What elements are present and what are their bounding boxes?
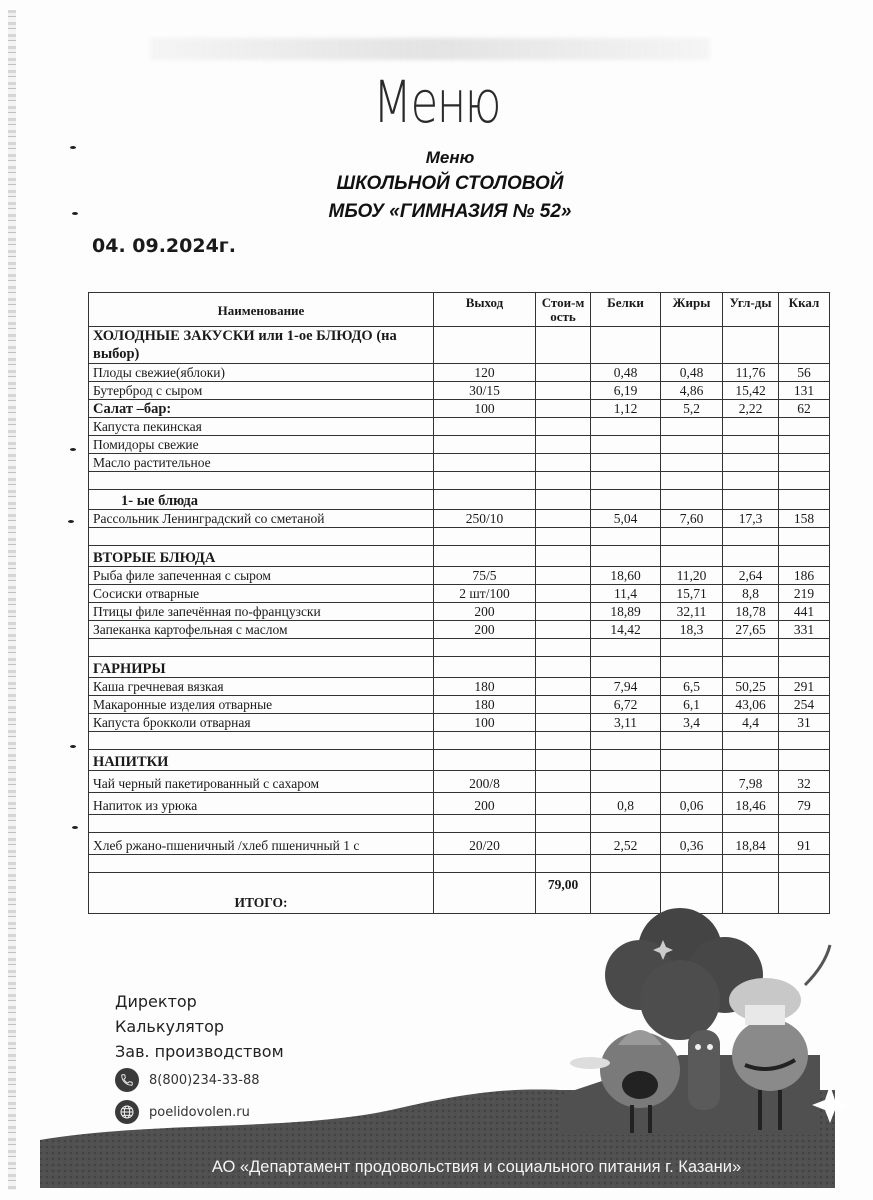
cell-cost [536, 585, 591, 603]
cell-kcal: 291 [779, 678, 830, 696]
empty-cell [661, 732, 723, 750]
cell-kcal: 254 [779, 696, 830, 714]
empty-cell [723, 657, 779, 678]
cell-protein: 18,89 [591, 603, 661, 621]
section-title: НАПИТКИ [89, 750, 434, 771]
empty-cell [661, 639, 723, 657]
table-row [89, 454, 830, 472]
cell-protein: 0,8 [591, 793, 661, 815]
cell-kcal: 62 [779, 400, 830, 418]
empty-cell [661, 327, 723, 364]
cell-protein [591, 771, 661, 793]
empty-cell [591, 472, 661, 490]
empty-cell [434, 528, 536, 546]
empty-cell [779, 546, 830, 567]
empty-cell [723, 327, 779, 364]
subtitle-canteen: ШКОЛЬНОЙ СТОЛОВОЙ [336, 173, 564, 194]
cell-kcal: 31 [779, 714, 830, 732]
empty-cell [723, 732, 779, 750]
table-row [89, 364, 830, 382]
cell-carbs: 11,76 [723, 364, 779, 382]
cell-kcal: 131 [779, 382, 830, 400]
phone-number: 8(800)234-33-88 [149, 1072, 260, 1088]
cell-kcal: 158 [779, 510, 830, 528]
cell-yield [434, 454, 536, 472]
potato-character [688, 1030, 720, 1110]
subtitle-school: МБОУ «ГИМНАЗИЯ № 52» [328, 201, 572, 222]
empty-cell [89, 815, 434, 833]
cell-cost [536, 793, 591, 815]
empty-cell [434, 639, 536, 657]
cell-yield: 250/10 [434, 510, 536, 528]
cell-name: Птицы филе запечённая по-французски [89, 603, 434, 621]
cell-name: Бутерброд с сыром [89, 382, 434, 400]
cell-yield: 30/15 [434, 382, 536, 400]
empty-cell [536, 732, 591, 750]
cell-name: Капуста брокколи отварная [89, 714, 434, 732]
cell-protein: 11,4 [591, 585, 661, 603]
cell-yield: 100 [434, 400, 536, 418]
cell-protein: 1,12 [591, 400, 661, 418]
cell-name: Помидоры свежие [89, 436, 434, 454]
empty-cell [723, 528, 779, 546]
scan-dot [72, 826, 78, 829]
empty-cell [89, 472, 434, 490]
col-header-name: Наименование [89, 293, 434, 327]
cell-carbs: 18,46 [723, 793, 779, 815]
cell-carbs: 4,4 [723, 714, 779, 732]
empty-cell [723, 815, 779, 833]
cell-cost [536, 436, 591, 454]
empty-cell [591, 815, 661, 833]
cell-yield: 100 [434, 714, 536, 732]
signature-calculator: Калькулятор [115, 1017, 225, 1036]
empty-cell [536, 490, 591, 510]
cell-fat: 11,20 [661, 567, 723, 585]
cell-yield: 200/8 [434, 771, 536, 793]
cell-protein: 2,52 [591, 833, 661, 855]
handwritten-title: Меню [373, 68, 500, 136]
empty-cell [434, 855, 536, 873]
empty-cell [661, 750, 723, 771]
cell-yield: 2 шт/100 [434, 585, 536, 603]
cell-name: Плоды свежие(яблоки) [89, 364, 434, 382]
cell-fat: 32,11 [661, 603, 723, 621]
empty-cell [723, 639, 779, 657]
empty-cell [723, 490, 779, 510]
blank-row [89, 855, 830, 873]
empty-cell [591, 750, 661, 771]
section-row [89, 657, 830, 678]
cell-kcal: 91 [779, 833, 830, 855]
signature-production-head: Зав. производством [115, 1042, 284, 1061]
section-row [89, 750, 830, 771]
cell-name: Макаронные изделия отварные [89, 696, 434, 714]
cell-carbs [723, 454, 779, 472]
empty-cell [779, 815, 830, 833]
col-header-protein: Белки [591, 293, 661, 327]
cell-cost [536, 714, 591, 732]
cell-name: Рассольник Ленинградский со сметаной [89, 510, 434, 528]
signature-director: Директор [115, 992, 197, 1011]
cell-kcal [779, 418, 830, 436]
table-row [89, 833, 830, 855]
cell-cost [536, 621, 591, 639]
empty-cell [89, 528, 434, 546]
empty-cell [536, 657, 591, 678]
cell-kcal: 79 [779, 793, 830, 815]
cell-fat: 6,5 [661, 678, 723, 696]
cell-carbs: 7,98 [723, 771, 779, 793]
table-row [89, 585, 830, 603]
cell-fat: 15,71 [661, 585, 723, 603]
empty-cell [536, 855, 591, 873]
cell-cost [536, 418, 591, 436]
cell-name: Каша гречневая вязкая [89, 678, 434, 696]
empty-cell [661, 657, 723, 678]
empty-cell [779, 490, 830, 510]
menu-date: 04. 09.2024г. [92, 235, 236, 257]
cell-name: Масло растительное [89, 454, 434, 472]
cell-fat: 4,86 [661, 382, 723, 400]
cell-carbs: 8,8 [723, 585, 779, 603]
section-title: 1- ые блюда [89, 490, 434, 510]
section-row [89, 546, 830, 567]
menu-table [88, 292, 830, 914]
empty-cell [434, 546, 536, 567]
cell-cost [536, 382, 591, 400]
cell-cost [536, 364, 591, 382]
cell-yield: 20/20 [434, 833, 536, 855]
empty-cell [89, 639, 434, 657]
cell-name: Напиток из урюка [89, 793, 434, 815]
cell-carbs: 18,78 [723, 603, 779, 621]
globe-icon [115, 1100, 139, 1124]
cell-carbs: 2,64 [723, 567, 779, 585]
empty-cell [434, 815, 536, 833]
blank-row [89, 528, 830, 546]
cell-carbs: 27,65 [723, 621, 779, 639]
contact-phone [115, 1068, 260, 1092]
cell-fat: 7,60 [661, 510, 723, 528]
empty-cell [434, 472, 536, 490]
empty-cell [723, 472, 779, 490]
empty-cell [434, 873, 536, 914]
section-title: ВТОРЫЕ БЛЮДА [89, 546, 434, 567]
cell-protein: 6,19 [591, 382, 661, 400]
empty-cell [661, 815, 723, 833]
scan-dot [70, 448, 76, 451]
section-row [89, 327, 830, 364]
cell-carbs: 50,25 [723, 678, 779, 696]
cell-carbs [723, 418, 779, 436]
cell-kcal: 441 [779, 603, 830, 621]
subtitle-menu: Меню [425, 148, 475, 167]
empty-cell [661, 546, 723, 567]
cell-protein: 14,42 [591, 621, 661, 639]
cell-fat [661, 418, 723, 436]
cell-kcal [779, 454, 830, 472]
cell-fat: 0,36 [661, 833, 723, 855]
cell-carbs: 15,42 [723, 382, 779, 400]
cell-kcal: 331 [779, 621, 830, 639]
empty-cell [434, 327, 536, 364]
table-row [89, 603, 830, 621]
empty-cell [434, 750, 536, 771]
cell-yield: 200 [434, 793, 536, 815]
footer-organization: АО «Департамент продовольствия и социального питания г. Казани» [211, 1158, 742, 1176]
cell-carbs: 18,84 [723, 833, 779, 855]
contact-website [115, 1100, 250, 1124]
table-row [89, 418, 830, 436]
cell-kcal: 56 [779, 364, 830, 382]
cell-yield: 120 [434, 364, 536, 382]
table-row [89, 714, 830, 732]
section-title: ГАРНИРЫ [89, 657, 434, 678]
empty-cell [661, 472, 723, 490]
total-label: ИТОГО: [89, 873, 434, 914]
table-header-row [89, 293, 830, 327]
cell-yield: 75/5 [434, 567, 536, 585]
cell-protein [591, 454, 661, 472]
cell-protein: 3,11 [591, 714, 661, 732]
cell-cost [536, 771, 591, 793]
cell-kcal [779, 436, 830, 454]
cell-fat: 5,2 [661, 400, 723, 418]
empty-cell [723, 750, 779, 771]
website-link[interactable]: poelidovolen.ru [149, 1104, 250, 1120]
cell-cost [536, 454, 591, 472]
blank-row [89, 732, 830, 750]
blank-row [89, 815, 830, 833]
cell-carbs: 2,22 [723, 400, 779, 418]
cell-protein: 6,72 [591, 696, 661, 714]
phone-icon [115, 1068, 139, 1092]
empty-cell [536, 528, 591, 546]
cell-cost [536, 567, 591, 585]
table-row [89, 510, 830, 528]
empty-cell [591, 657, 661, 678]
table-row [89, 400, 830, 418]
empty-cell [591, 490, 661, 510]
empty-cell [536, 546, 591, 567]
cell-fat: 6,1 [661, 696, 723, 714]
empty-cell [536, 639, 591, 657]
empty-cell [591, 855, 661, 873]
col-header-cost: Стои-мость [536, 293, 591, 327]
broccoli-tree-icon [605, 908, 763, 1040]
col-header-carbs: Угл-ды [723, 293, 779, 327]
empty-cell [723, 855, 779, 873]
empty-cell [591, 546, 661, 567]
cell-name: Салат –бар: [89, 400, 434, 418]
empty-cell [661, 528, 723, 546]
empty-cell [779, 472, 830, 490]
empty-cell [779, 639, 830, 657]
empty-cell [536, 750, 591, 771]
table-row [89, 567, 830, 585]
mascot-illustration [560, 895, 850, 1135]
cell-fat [661, 771, 723, 793]
cell-cost [536, 696, 591, 714]
empty-cell [434, 490, 536, 510]
cell-yield: 200 [434, 603, 536, 621]
empty-cell [591, 639, 661, 657]
total-cost: 79,00 [536, 873, 591, 914]
empty-cell [779, 855, 830, 873]
scan-dot [70, 745, 76, 748]
cell-fat: 0,06 [661, 793, 723, 815]
cell-yield [434, 418, 536, 436]
cell-yield: 180 [434, 678, 536, 696]
empty-cell [591, 528, 661, 546]
empty-cell [591, 732, 661, 750]
cell-fat: 0,48 [661, 364, 723, 382]
cell-yield [434, 436, 536, 454]
cell-fat: 18,3 [661, 621, 723, 639]
col-header-fat: Жиры [661, 293, 723, 327]
empty-cell [779, 750, 830, 771]
cell-yield: 200 [434, 621, 536, 639]
cell-protein: 5,04 [591, 510, 661, 528]
cell-name: Чай черный пакетированный с сахаром [89, 771, 434, 793]
empty-cell [89, 855, 434, 873]
cell-yield: 180 [434, 696, 536, 714]
cell-name: Капуста пекинская [89, 418, 434, 436]
empty-cell [89, 732, 434, 750]
cell-protein: 0,48 [591, 364, 661, 382]
empty-cell [536, 327, 591, 364]
empty-cell [661, 490, 723, 510]
cell-cost [536, 510, 591, 528]
faded-header-artifact [150, 38, 710, 60]
col-header-kcal: Ккал [779, 293, 830, 327]
table-row [89, 793, 830, 815]
cell-carbs: 17,3 [723, 510, 779, 528]
scan-dot [68, 520, 74, 523]
cell-kcal: 219 [779, 585, 830, 603]
empty-cell [723, 546, 779, 567]
section-row [89, 490, 830, 510]
table-row [89, 771, 830, 793]
empty-cell [536, 472, 591, 490]
cell-cost [536, 833, 591, 855]
cell-name: Рыба филе запеченная с сыром [89, 567, 434, 585]
col-header-yield: Выход [434, 293, 536, 327]
cell-protein: 18,60 [591, 567, 661, 585]
empty-cell [661, 855, 723, 873]
cell-cost [536, 400, 591, 418]
cell-fat [661, 454, 723, 472]
table-row [89, 696, 830, 714]
cell-cost [536, 678, 591, 696]
table-row [89, 678, 830, 696]
empty-cell [779, 327, 830, 364]
cell-protein [591, 436, 661, 454]
cell-name: Сосиски отварные [89, 585, 434, 603]
cell-kcal: 186 [779, 567, 830, 585]
blank-row [89, 472, 830, 490]
cell-carbs [723, 436, 779, 454]
empty-cell [434, 657, 536, 678]
table-row [89, 382, 830, 400]
empty-cell [779, 732, 830, 750]
empty-cell [779, 528, 830, 546]
cell-name: Запеканка картофельная с маслом [89, 621, 434, 639]
empty-cell [779, 657, 830, 678]
cell-protein [591, 418, 661, 436]
cell-name: Хлеб ржано-пшеничный /хлеб пшеничный 1 с [89, 833, 434, 855]
cell-carbs: 43,06 [723, 696, 779, 714]
blank-row [89, 639, 830, 657]
empty-cell [536, 815, 591, 833]
cell-fat: 3,4 [661, 714, 723, 732]
empty-cell [591, 327, 661, 364]
table-row [89, 621, 830, 639]
section-title: ХОЛОДНЫЕ ЗАКУСКИ или 1-ое БЛЮДО (на выбор) [89, 327, 434, 364]
table-row [89, 436, 830, 454]
cell-cost [536, 603, 591, 621]
cell-fat [661, 436, 723, 454]
empty-cell [434, 732, 536, 750]
cell-kcal: 32 [779, 771, 830, 793]
cell-protein: 7,94 [591, 678, 661, 696]
